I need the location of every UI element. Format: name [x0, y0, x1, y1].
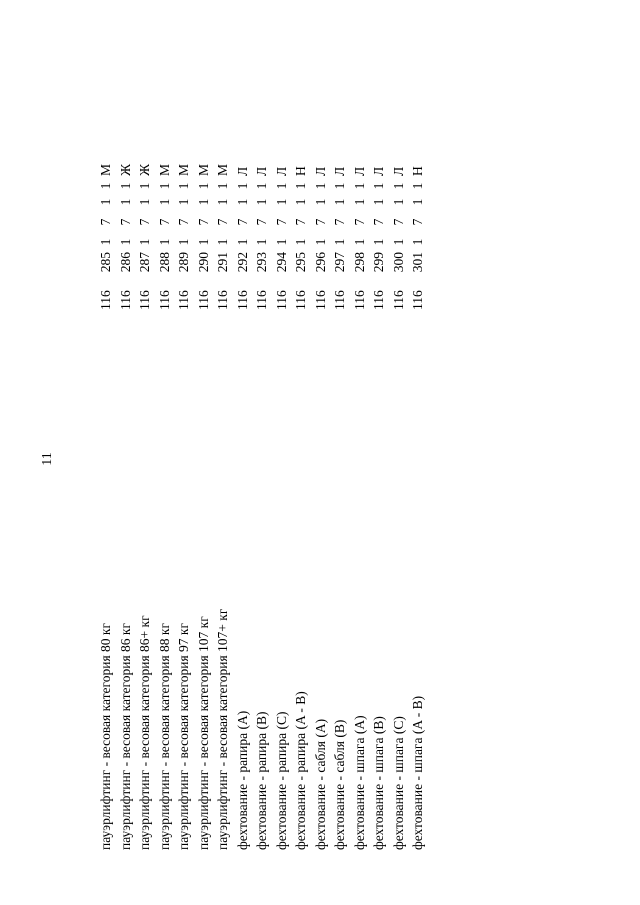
- discipline-name: фехтование - шпага (C): [390, 716, 406, 850]
- category-cell: Л: [371, 166, 386, 176]
- digit-cell: 1: [332, 238, 347, 246]
- digit-cell: 1: [273, 238, 289, 246]
- category-cell: Н: [293, 166, 308, 176]
- code-cell: 116: [273, 290, 289, 310]
- discipline-name: фехтование - рапира (A): [234, 710, 250, 850]
- table-row: [155, 130, 174, 850]
- digit-cell: 1: [371, 198, 386, 206]
- table-row: [174, 130, 193, 850]
- discipline-name: фехтование - шпага (B): [371, 716, 386, 850]
- digit-cell: 1: [156, 238, 172, 246]
- digit-cell: 1: [332, 182, 347, 190]
- discipline-name: фехтование - сабля (B): [332, 719, 347, 850]
- category-cell: Ж: [117, 163, 133, 176]
- code-cell: 116: [293, 290, 308, 310]
- digit-cell: 7: [332, 218, 347, 226]
- digit-cell: 1: [137, 238, 152, 246]
- digit-cell: 1: [293, 198, 308, 206]
- digit-cell: 7: [410, 218, 425, 226]
- digit-cell: 1: [390, 198, 406, 206]
- digit-cell: 1: [117, 238, 133, 246]
- table-row: [194, 130, 213, 850]
- number-cell: 287: [137, 252, 152, 273]
- number-cell: 292: [234, 252, 250, 273]
- number-cell: 285: [98, 252, 113, 273]
- category-cell: М: [98, 163, 113, 176]
- digit-cell: 1: [293, 238, 308, 246]
- digit-cell: 1: [254, 198, 269, 206]
- table-row: [311, 130, 330, 850]
- number-cell: 289: [176, 252, 191, 273]
- number-cell: 300: [390, 252, 406, 273]
- category-cell: Л: [332, 166, 347, 176]
- category-cell: М: [156, 163, 172, 176]
- table-row: [252, 130, 271, 850]
- code-cell: 116: [176, 290, 191, 310]
- number-cell: 295: [293, 252, 308, 273]
- digit-cell: 1: [390, 238, 406, 246]
- code-cell: 116: [390, 290, 406, 310]
- digit-cell: 1: [195, 238, 211, 246]
- digit-cell: 1: [176, 238, 191, 246]
- code-cell: 116: [215, 290, 230, 310]
- digit-cell: 1: [410, 198, 425, 206]
- code-cell: 116: [254, 290, 269, 310]
- digit-cell: 1: [312, 198, 328, 206]
- number-cell: 297: [332, 252, 347, 273]
- table-row: [408, 130, 427, 850]
- category-cell: Л: [312, 166, 328, 176]
- discipline-name: фехтование - шпага (A): [351, 715, 367, 850]
- digit-cell: 1: [351, 238, 367, 246]
- number-cell: 299: [371, 252, 386, 273]
- digit-cell: 1: [351, 198, 367, 206]
- discipline-name: фехтование - сабля (A): [312, 718, 328, 850]
- digit-cell: 7: [254, 218, 269, 226]
- digit-cell: 1: [293, 182, 308, 190]
- digit-cell: 1: [98, 182, 113, 190]
- category-cell: Ж: [137, 163, 152, 176]
- digit-cell: 7: [312, 218, 328, 226]
- digit-cell: 1: [195, 198, 211, 206]
- table-row: [369, 130, 388, 850]
- number-cell: 294: [273, 252, 289, 273]
- digit-cell: 1: [371, 238, 386, 246]
- digit-cell: 7: [195, 218, 211, 226]
- digit-cell: 1: [215, 182, 230, 190]
- number-cell: 288: [156, 252, 172, 273]
- digit-cell: 1: [312, 238, 328, 246]
- digit-cell: 1: [254, 182, 269, 190]
- discipline-name: пауэрлифтинг - весовая категория 97 кг: [176, 623, 191, 850]
- digit-cell: 1: [410, 182, 425, 190]
- number-cell: 291: [215, 252, 230, 273]
- page-number: 11: [40, 452, 55, 466]
- digit-cell: 1: [176, 198, 191, 206]
- code-cell: 116: [312, 290, 328, 310]
- digit-cell: 1: [332, 198, 347, 206]
- discipline-name: пауэрлифтинг - весовая категория 86+ кг: [137, 615, 152, 850]
- digit-cell: 1: [215, 198, 230, 206]
- digit-cell: 7: [176, 218, 191, 226]
- discipline-name: фехтование - рапира (C): [273, 711, 289, 850]
- digit-cell: 1: [117, 198, 133, 206]
- table-row: [291, 130, 310, 850]
- digit-cell: 1: [273, 182, 289, 190]
- discipline-name: фехтование - шпага (A - B): [410, 695, 425, 850]
- category-cell: Н: [410, 166, 425, 176]
- code-cell: 116: [98, 290, 113, 310]
- discipline-name: фехтование - рапира (A - B): [293, 691, 308, 850]
- digit-cell: 1: [254, 238, 269, 246]
- code-cell: 116: [410, 290, 425, 310]
- code-cell: 116: [156, 290, 172, 310]
- digit-cell: 1: [312, 182, 328, 190]
- code-cell: 116: [117, 290, 133, 310]
- table-row: [116, 130, 135, 850]
- code-cell: 116: [332, 290, 347, 310]
- table-row: [233, 130, 252, 850]
- digit-cell: 1: [176, 182, 191, 190]
- digit-cell: 7: [390, 218, 406, 226]
- category-cell: М: [215, 163, 230, 176]
- digit-cell: 7: [137, 218, 152, 226]
- discipline-name: пауэрлифтинг - весовая категория 107+ кг: [215, 608, 230, 850]
- code-cell: 116: [137, 290, 152, 310]
- discipline-name: пауэрлифтинг - весовая категория 80 кг: [98, 623, 113, 850]
- table-row: [96, 130, 115, 850]
- table-row: [389, 130, 408, 850]
- code-cell: 116: [234, 290, 250, 310]
- category-cell: М: [176, 163, 191, 176]
- digit-cell: 7: [351, 218, 367, 226]
- number-cell: 298: [351, 252, 367, 273]
- discipline-name: пауэрлифтинг - весовая категория 107 кг: [195, 616, 211, 850]
- table-row: [330, 130, 349, 850]
- digit-cell: 1: [234, 182, 250, 190]
- digit-cell: 7: [273, 218, 289, 226]
- discipline-name: фехтование - рапира (B): [254, 711, 269, 850]
- digit-cell: 1: [234, 238, 250, 246]
- discipline-name: пауэрлифтинг - весовая категория 86 кг: [117, 623, 133, 850]
- digit-cell: 1: [98, 238, 113, 246]
- digit-cell: 1: [137, 198, 152, 206]
- number-cell: 301: [410, 252, 425, 273]
- code-cell: 116: [371, 290, 386, 310]
- digit-cell: 7: [234, 218, 250, 226]
- digit-cell: 1: [98, 198, 113, 206]
- number-cell: 286: [117, 252, 133, 273]
- digit-cell: 1: [215, 238, 230, 246]
- digit-cell: 1: [351, 182, 367, 190]
- digit-cell: 1: [137, 182, 152, 190]
- code-cell: 116: [195, 290, 211, 310]
- number-cell: 293: [254, 252, 269, 273]
- table-row: [272, 130, 291, 850]
- table-row: [135, 130, 154, 850]
- category-cell: М: [195, 163, 211, 176]
- category-cell: Л: [351, 166, 367, 176]
- category-cell: Л: [273, 166, 289, 176]
- table-row: [213, 130, 232, 850]
- category-cell: Л: [254, 166, 269, 176]
- digit-cell: 1: [117, 182, 133, 190]
- digit-cell: 1: [410, 238, 425, 246]
- number-cell: 290: [195, 252, 211, 273]
- digit-cell: 7: [371, 218, 386, 226]
- category-cell: Л: [234, 166, 250, 176]
- code-cell: 116: [351, 290, 367, 310]
- digit-cell: 1: [156, 182, 172, 190]
- digit-cell: 7: [98, 218, 113, 226]
- category-cell: Л: [390, 166, 406, 176]
- number-cell: 296: [312, 252, 328, 273]
- digit-cell: 1: [234, 198, 250, 206]
- digit-cell: 7: [293, 218, 308, 226]
- sports-table: [96, 130, 436, 850]
- digit-cell: 7: [156, 218, 172, 226]
- digit-cell: 1: [156, 198, 172, 206]
- digit-cell: 1: [371, 182, 386, 190]
- digit-cell: 1: [195, 182, 211, 190]
- digit-cell: 7: [117, 218, 133, 226]
- discipline-name: пауэрлифтинг - весовая категория 88 кг: [156, 623, 172, 850]
- digit-cell: 1: [273, 198, 289, 206]
- digit-cell: 7: [215, 218, 230, 226]
- digit-cell: 1: [390, 182, 406, 190]
- table-row: [350, 130, 369, 850]
